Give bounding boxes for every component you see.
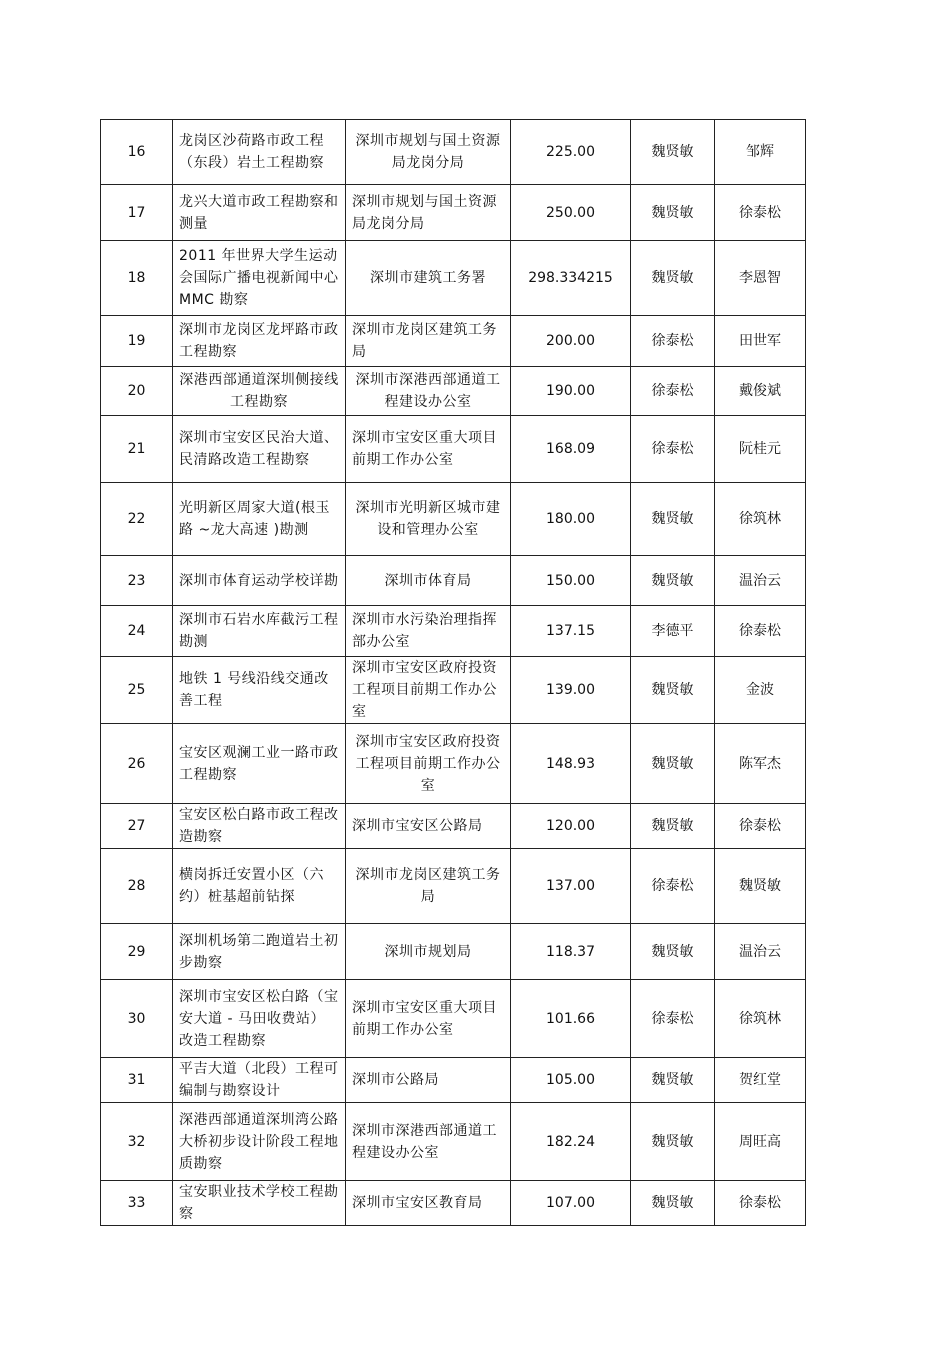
technical-lead: 田世军 bbox=[715, 316, 806, 367]
client-unit: 深圳市深港西部通道工程建设办公室 bbox=[346, 367, 511, 416]
table-row bbox=[101, 849, 806, 924]
row-number: 31 bbox=[101, 1058, 173, 1103]
row-number: 22 bbox=[101, 483, 173, 556]
project-name: 深圳市宝安区民治大道、民清路改造工程勘察 bbox=[173, 416, 346, 483]
contract-amount: 168.09 bbox=[511, 416, 631, 483]
contract-amount: 105.00 bbox=[511, 1058, 631, 1103]
project-leader: 魏贤敏 bbox=[631, 724, 715, 804]
contract-amount: 225.00 bbox=[511, 120, 631, 185]
technical-lead: 贺红堂 bbox=[715, 1058, 806, 1103]
table-row bbox=[101, 1058, 806, 1103]
table-row bbox=[101, 416, 806, 483]
table-row bbox=[101, 185, 806, 241]
project-name: 深圳市宝安区松白路（宝安大道 - 马田收费站）改造工程勘察 bbox=[173, 980, 346, 1058]
project-name: 深圳市龙岗区龙坪路市政工程勘察 bbox=[173, 316, 346, 367]
project-leader: 魏贤敏 bbox=[631, 1058, 715, 1103]
table-row bbox=[101, 724, 806, 804]
project-leader: 魏贤敏 bbox=[631, 804, 715, 849]
row-number: 17 bbox=[101, 185, 173, 241]
technical-lead: 李恩智 bbox=[715, 241, 806, 316]
row-number: 29 bbox=[101, 924, 173, 980]
table-row bbox=[101, 316, 806, 367]
project-leader: 徐泰松 bbox=[631, 849, 715, 924]
client-unit: 深圳市宝安区重大项目前期工作办公室 bbox=[346, 416, 511, 483]
contract-amount: 250.00 bbox=[511, 185, 631, 241]
project-leader: 魏贤敏 bbox=[631, 483, 715, 556]
project-name: 平吉大道（北段）工程可编制与勘察设计 bbox=[173, 1058, 346, 1103]
table-row bbox=[101, 657, 806, 724]
project-name: 深圳市石岩水库截污工程勘测 bbox=[173, 606, 346, 657]
row-number: 18 bbox=[101, 241, 173, 316]
contract-amount: 120.00 bbox=[511, 804, 631, 849]
technical-lead: 徐泰松 bbox=[715, 606, 806, 657]
project-name: 宝安区观澜工业一路市政工程勘察 bbox=[173, 724, 346, 804]
technical-lead: 徐筑林 bbox=[715, 483, 806, 556]
client-unit: 深圳市光明新区城市建设和管理办公室 bbox=[346, 483, 511, 556]
project-leader: 魏贤敏 bbox=[631, 924, 715, 980]
row-number: 21 bbox=[101, 416, 173, 483]
project-name: 龙岗区沙荷路市政工程（东段）岩土工程勘察 bbox=[173, 120, 346, 185]
table-row bbox=[101, 120, 806, 185]
client-unit: 深圳市建筑工务署 bbox=[346, 241, 511, 316]
project-name: 光明新区周家大道(根玉路 ~龙大高速 )勘测 bbox=[173, 483, 346, 556]
table-row bbox=[101, 804, 806, 849]
client-unit: 深圳市深港西部通道工程建设办公室 bbox=[346, 1103, 511, 1181]
contract-amount: 298.334215 bbox=[511, 241, 631, 316]
technical-lead: 徐筑林 bbox=[715, 980, 806, 1058]
contract-amount: 150.00 bbox=[511, 556, 631, 606]
contract-amount: 180.00 bbox=[511, 483, 631, 556]
project-name: 深港西部通道深圳侧接线工程勘察 bbox=[173, 367, 346, 416]
table-row bbox=[101, 924, 806, 980]
technical-lead: 徐泰松 bbox=[715, 804, 806, 849]
project-name: 龙兴大道市政工程勘察和测量 bbox=[173, 185, 346, 241]
project-leader: 李德平 bbox=[631, 606, 715, 657]
client-unit: 深圳市体育局 bbox=[346, 556, 511, 606]
technical-lead: 金波 bbox=[715, 657, 806, 724]
client-unit: 深圳市公路局 bbox=[346, 1058, 511, 1103]
project-leader: 魏贤敏 bbox=[631, 1103, 715, 1181]
project-name: 地铁 1 号线沿线交通改善工程 bbox=[173, 657, 346, 724]
row-number: 27 bbox=[101, 804, 173, 849]
contract-amount: 107.00 bbox=[511, 1181, 631, 1226]
contract-amount: 148.93 bbox=[511, 724, 631, 804]
table-row bbox=[101, 367, 806, 416]
project-name: 宝安区松白路市政工程改造勘察 bbox=[173, 804, 346, 849]
client-unit: 深圳市规划局 bbox=[346, 924, 511, 980]
table-row bbox=[101, 1181, 806, 1226]
project-leader: 魏贤敏 bbox=[631, 241, 715, 316]
project-name: 深圳机场第二跑道岩土初步勘察 bbox=[173, 924, 346, 980]
contract-amount: 139.00 bbox=[511, 657, 631, 724]
table-row bbox=[101, 1103, 806, 1181]
technical-lead: 阮桂元 bbox=[715, 416, 806, 483]
contract-amount: 137.15 bbox=[511, 606, 631, 657]
project-leader: 徐泰松 bbox=[631, 316, 715, 367]
project-leader: 魏贤敏 bbox=[631, 120, 715, 185]
contract-amount: 118.37 bbox=[511, 924, 631, 980]
table-row bbox=[101, 241, 806, 316]
contract-amount: 137.00 bbox=[511, 849, 631, 924]
project-name: 深圳市体育运动学校详勘 bbox=[173, 556, 346, 606]
technical-lead: 徐泰松 bbox=[715, 1181, 806, 1226]
project-leader: 魏贤敏 bbox=[631, 185, 715, 241]
project-table bbox=[100, 119, 806, 1226]
contract-amount: 190.00 bbox=[511, 367, 631, 416]
client-unit: 深圳市水污染治理指挥部办公室 bbox=[346, 606, 511, 657]
project-name: 横岗拆迁安置小区（六约）桩基超前钻探 bbox=[173, 849, 346, 924]
client-unit: 深圳市宝安区政府投资工程项目前期工作办公室 bbox=[346, 724, 511, 804]
table-row bbox=[101, 980, 806, 1058]
technical-lead: 邹辉 bbox=[715, 120, 806, 185]
project-leader: 魏贤敏 bbox=[631, 657, 715, 724]
contract-amount: 182.24 bbox=[511, 1103, 631, 1181]
client-unit: 深圳市宝安区公路局 bbox=[346, 804, 511, 849]
row-number: 23 bbox=[101, 556, 173, 606]
table-row bbox=[101, 556, 806, 606]
table-row bbox=[101, 483, 806, 556]
row-number: 20 bbox=[101, 367, 173, 416]
contract-amount: 200.00 bbox=[511, 316, 631, 367]
technical-lead: 徐泰松 bbox=[715, 185, 806, 241]
project-leader: 魏贤敏 bbox=[631, 1181, 715, 1226]
contract-amount: 101.66 bbox=[511, 980, 631, 1058]
row-number: 16 bbox=[101, 120, 173, 185]
technical-lead: 周旺高 bbox=[715, 1103, 806, 1181]
client-unit: 深圳市宝安区教育局 bbox=[346, 1181, 511, 1226]
client-unit: 深圳市规划与国土资源局龙岗分局 bbox=[346, 120, 511, 185]
client-unit: 深圳市宝安区重大项目前期工作办公室 bbox=[346, 980, 511, 1058]
client-unit: 深圳市宝安区政府投资工程项目前期工作办公室 bbox=[346, 657, 511, 724]
project-name: 2011 年世界大学生运动会国际广播电视新闻中心 MMC 勘察 bbox=[173, 241, 346, 316]
row-number: 19 bbox=[101, 316, 173, 367]
row-number: 25 bbox=[101, 657, 173, 724]
project-leader: 徐泰松 bbox=[631, 980, 715, 1058]
technical-lead: 陈军杰 bbox=[715, 724, 806, 804]
project-leader: 徐泰松 bbox=[631, 416, 715, 483]
project-leader: 徐泰松 bbox=[631, 367, 715, 416]
row-number: 32 bbox=[101, 1103, 173, 1181]
row-number: 28 bbox=[101, 849, 173, 924]
project-name: 深港西部通道深圳湾公路大桥初步设计阶段工程地质勘察 bbox=[173, 1103, 346, 1181]
row-number: 30 bbox=[101, 980, 173, 1058]
client-unit: 深圳市龙岗区建筑工务局 bbox=[346, 849, 511, 924]
technical-lead: 温治云 bbox=[715, 924, 806, 980]
project-name: 宝安职业技术学校工程勘察 bbox=[173, 1181, 346, 1226]
technical-lead: 魏贤敏 bbox=[715, 849, 806, 924]
client-unit: 深圳市规划与国土资源局龙岗分局 bbox=[346, 185, 511, 241]
technical-lead: 戴俊斌 bbox=[715, 367, 806, 416]
row-number: 26 bbox=[101, 724, 173, 804]
row-number: 33 bbox=[101, 1181, 173, 1226]
project-leader: 魏贤敏 bbox=[631, 556, 715, 606]
row-number: 24 bbox=[101, 606, 173, 657]
table-row bbox=[101, 606, 806, 657]
technical-lead: 温治云 bbox=[715, 556, 806, 606]
client-unit: 深圳市龙岗区建筑工务局 bbox=[346, 316, 511, 367]
